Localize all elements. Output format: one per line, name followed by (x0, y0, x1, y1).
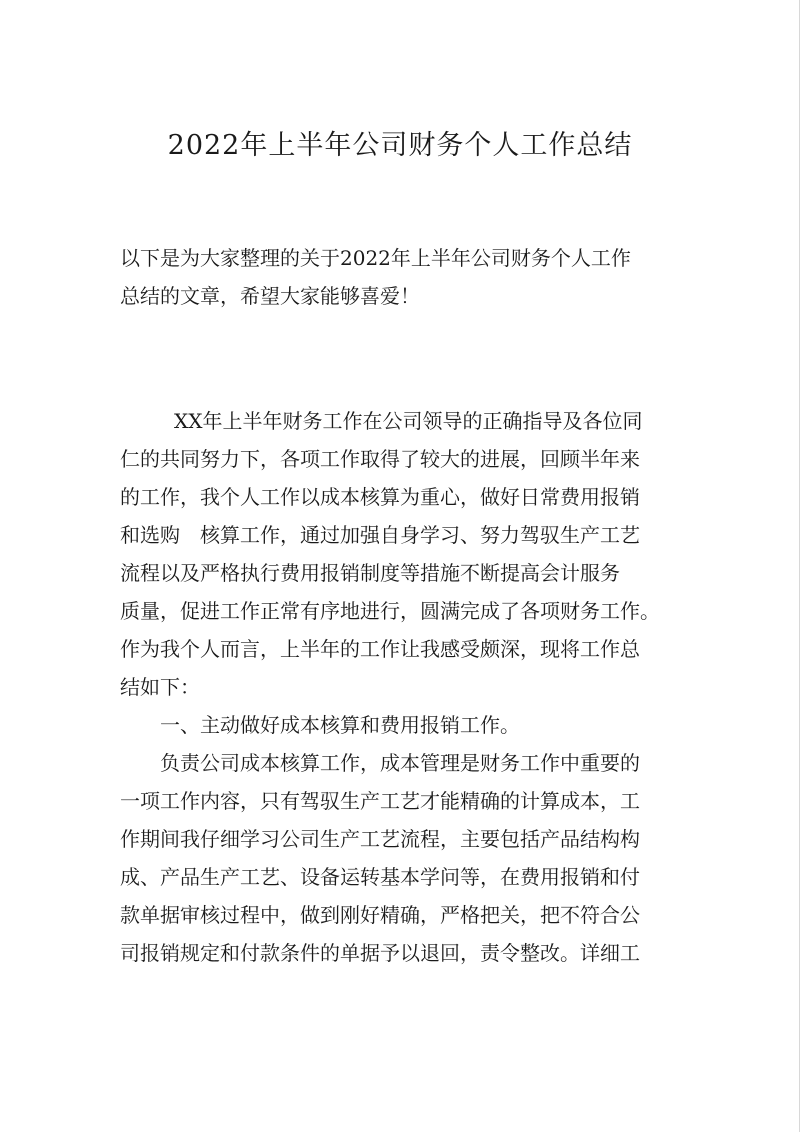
body-line: 流程以及严格执行费用报销制度等措施不断提高会计服务 (120, 561, 620, 585)
body-line: 作期间我仔细学习公司生产工艺流程，主要包括产品结构构 (120, 827, 640, 851)
body-line: XX年上半年财务工作在公司领导的正确指导及各位同 (174, 409, 643, 433)
body-line: 负责公司成本核算工作，成本管理是财务工作中重要的 (160, 751, 640, 775)
document-title: 2022年上半年公司财务个人工作总结 (167, 130, 633, 161)
body-line: 一项工作内容，只有驾驭生产工艺才能精确的计算成本，工 (120, 789, 640, 813)
body-line: 的工作，我个人工作以成本核算为重心，做好日常费用报销 (120, 485, 640, 509)
section-heading: 一、主动做好成本核算和费用报销工作。 (160, 713, 520, 737)
intro-line: 以下是为大家整理的关于2022年上半年公司财务个人工作 (120, 246, 631, 270)
body-line: 仁的共同努力下，各项工作取得了较大的进展，回顾半年来 (120, 447, 640, 471)
body-line: 作为我个人而言，上半年的工作让我感受颇深，现将工作总 (120, 637, 640, 661)
body-line: 款单据审核过程中，做到刚好精确，严格把关，把不符合公 (120, 903, 640, 927)
body-line: 和选购 核算工作，通过加强自身学习、努力驾驭生产工艺 (120, 523, 640, 547)
body-line: 司报销规定和付款条件的单据予以退回，责令整改。详细工 (120, 941, 640, 965)
body-line: 质量，促进工作正常有序地进行，圆满完成了各项财务工作。 (120, 599, 660, 623)
body-line: 结如下： (120, 675, 200, 699)
intro-paragraph (120, 239, 700, 315)
body-text (120, 402, 700, 972)
intro-line: 总结的文章，希望大家能够喜爱！ (120, 284, 420, 308)
body-line: 成、产品生产工艺、设备运转基本学问等，在费用报销和付 (120, 865, 640, 889)
